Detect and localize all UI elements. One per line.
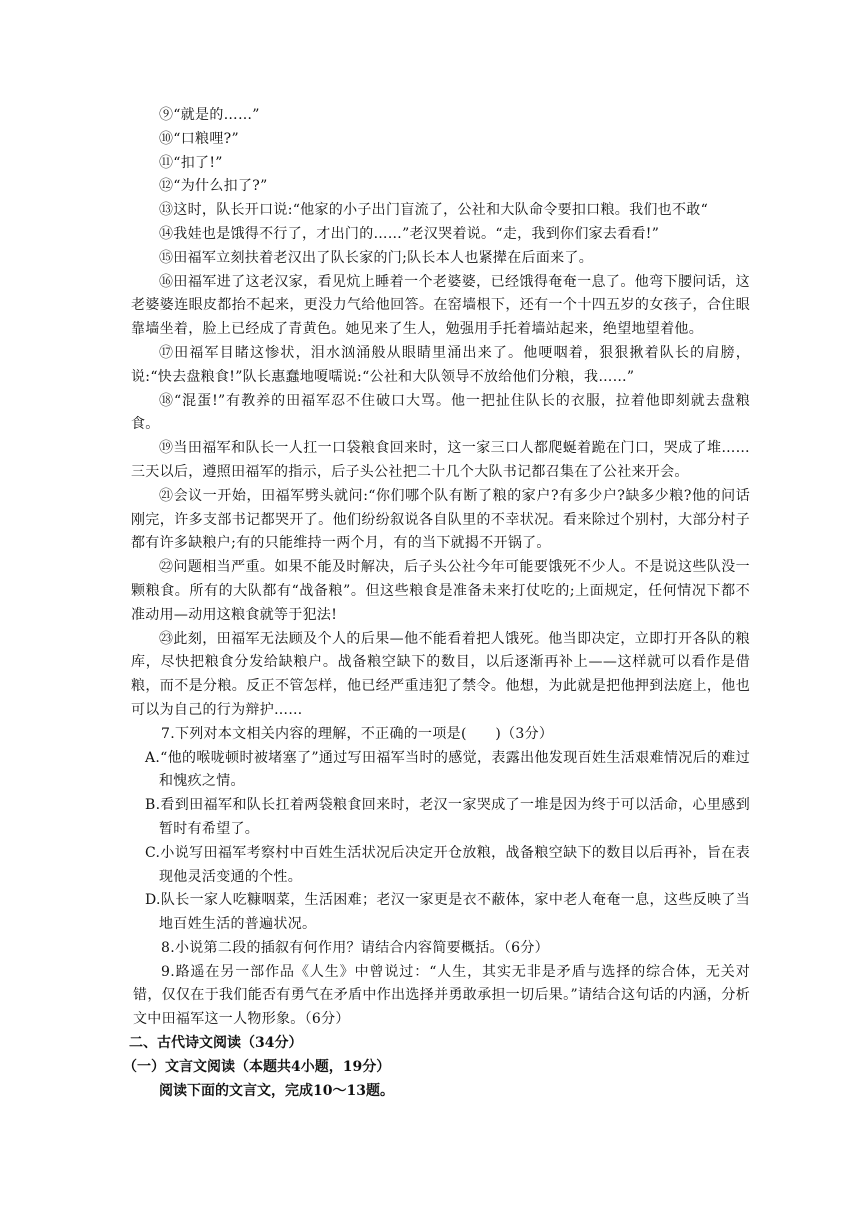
paragraph-17: ⑰田福军目睹这惨状，泪水汹涌般从眼睛里涌出来了。他哽咽着，狠狠揪着队长的肩膀，说:“快去盘粮食!”队长惠蠢地嗄嚅说:“公社和大队领导不放给他们分粮，我……” (131, 344, 750, 385)
paragraph-16: ⑯田福军进了这老汉家，看见炕上睡着一个老婆婆，已经饿得奄奄一息了。他弯下腰问话，这老婆婆连眼皮都抬不起来，更没力气给他回答。在窑墙根下，还有一个十四五岁的女孩子，合住眼靠墙坐着，脸上已经成了青黄色。她见来了生人，勉强用手托着墙站起来，绝望地望着他。 (131, 273, 750, 338)
paragraph-22: ㉒问题相当严重。如果不能及时解决，后子头公社今年可能要饿死不少人。不是说这些队没一颗粮食。所有的大队都有“战备粮”。但这些粮食是准备未来打仗吃的;上面规定，任何情况下都不准动用—动用这粮食就等于犯法! (131, 559, 750, 623)
question-7-option-b: B.看到田福军和队长扛着两袋粮食回来时，老汉一家哭成了一堆是因为终于可以活命，心里感到暂时有希望了。 (145, 797, 750, 837)
paragraph-13: ⑬这时，队长开口说:“他家的小子出门盲流了，公社和大队命令要扣口粮。我们也不敢“ (159, 202, 709, 219)
section-2-subtitle: （一）文言文阅读（本题共4小题，19分） (123, 1058, 391, 1075)
question-7-option-d: D.队长一家人吃糠咽菜，生活困难；老汉一家更是衣不蔽体，家中老人奄奄一息，这些反映了当地百姓生活的普遍状况。 (145, 892, 750, 933)
question-7-option-c: C.小说写田福军考察村中百姓生活状况后决定开仓放粮，战备粮空缺下的数目以后再补，旨在表现他灵活变通的个性。 (145, 844, 750, 885)
question-8: 8.小说第二段的插叙有何作用？请结合内容简要概括。（6分） (161, 939, 549, 956)
section-2-instruction: 阅读下面的文言文，完成10～13题。 (159, 1082, 394, 1099)
paragraph-11: ⑪“扣了!” (159, 154, 223, 171)
paragraph-14: ⑭我娃也是饿得不行了，才出门的……”老汉哭着说。“走，我到你们家去看看!” (159, 225, 660, 242)
paragraph-18: ⑱“混蛋!”有教养的田福军忍不住破口大骂。他一把扯住队长的衣服，拉着他即刻就去盘粮食。 (131, 392, 750, 433)
question-9: 9.路遥在另一部作品《人生》中曾说过：“人生，其实无非是矛盾与选择的综合体，无关对错，仅仅在于我们能否有勇气在矛盾中作出选择并勇敢承担一切后果。”请结合这句话的内涵，分析文中田福军这一人物形象。（6分） (133, 963, 750, 1028)
paragraph-23: ㉓此刻，田福军无法顾及个人的后果—他不能看着把人饿死。他当即决定，立即打开各队的粮库，尽快把粮食分发给缺粮户。战备粮空缺下的数目，以后逐渐再补上——这样就可以看作是借粮，而不是分粮。反正不管怎样，他已经严重违犯了禁令。他想，为此就是把他押到法庭上，他也可以为自己的行为辩护…… (131, 630, 750, 718)
section-2-title: 二、古代诗文阅读（34分） (129, 1035, 303, 1052)
paragraph-9: ⑨“就是的……” (159, 107, 260, 123)
paragraph-15: ⑮田福军立刻扶着老汉出了队长家的门;队长本人也紧撵在后面来了。 (159, 249, 594, 266)
paragraph-19: ⑲当田福军和队长一人扛一口袋粮食回来时，这一家三口人都爬蜒着跪在门口，哭成了堆……三天以后，遵照田福军的指示，后子头公社把二十几个大队书记都召集在了公社来开会。 (131, 440, 750, 480)
question-7-stem: 7.下列对本文相关内容的理解，不正确的一项是( )（3分） (161, 725, 554, 742)
paragraph-21: ㉑会议一开始，田福军劈头就问:“你们哪个队有断了粮的家户?有多少户?缺多少粮?他的问话刚完，许多支部书记都哭开了。他们纷纷叙说各自队里的不幸状况。看来除过个别村，大部分村子都有许多缺粮户;有的只能维持一两个月，有的当下就揭不开锅了。 (131, 487, 750, 552)
question-7-option-a: A.“他的喉咙顿时被堵塞了”通过写田福军当时的感觉，表露出他发现百姓生活艰难情况后的难过和愧疚之情。 (145, 749, 750, 790)
paragraph-12: ⑫“为什么扣了?” (159, 178, 268, 195)
paragraph-10: ⑩“口粮哩?” (159, 130, 239, 147)
